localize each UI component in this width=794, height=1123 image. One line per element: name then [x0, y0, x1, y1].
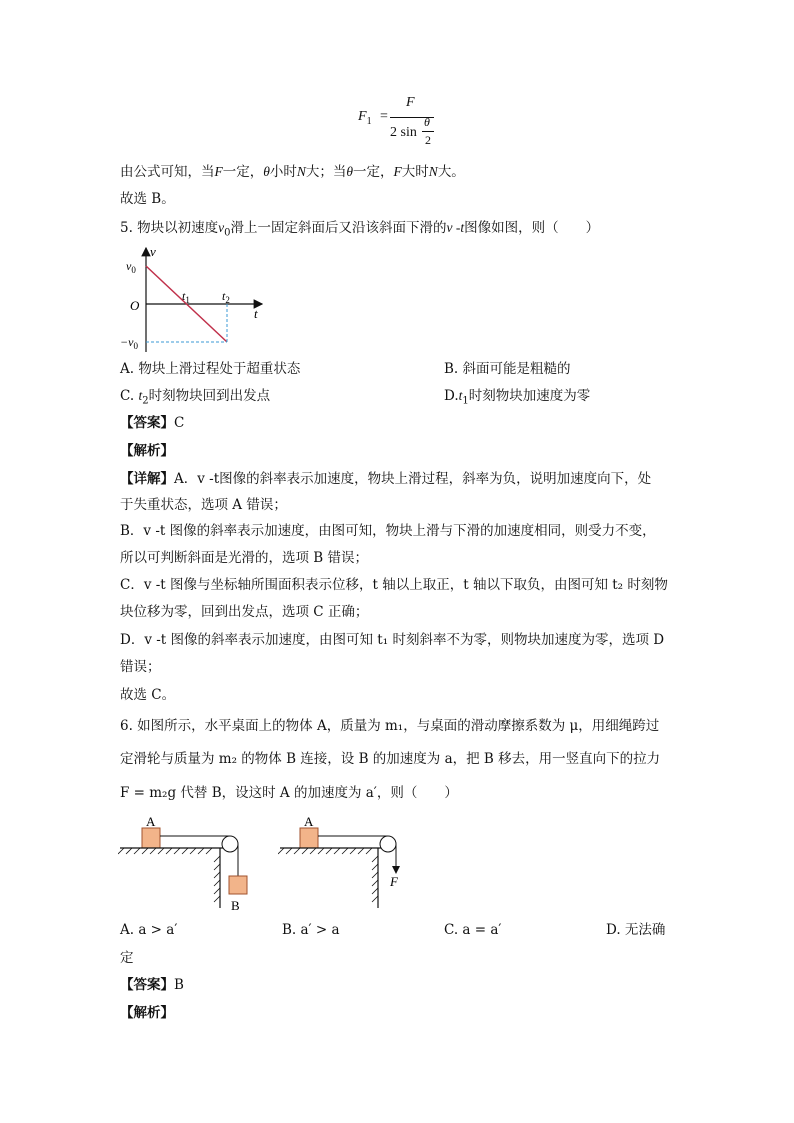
q6-option-c: C. a = a′ — [444, 922, 502, 938]
q5-detail-line-7: D．v -t 图像的斜率表示加速度，由图可知 t₁ 时刻斜率不为零，则物块加速度为零，选项 D — [120, 632, 665, 648]
t-axis-label: t — [254, 306, 258, 321]
q5-analysis-label: 【解析】 — [120, 443, 174, 459]
formula-two: 2 — [425, 133, 431, 147]
q5-detail-line-2: 于失重状态，选项 A 错误； — [120, 497, 287, 513]
formula-numerator: F — [406, 95, 415, 110]
formula-theta: θ — [424, 115, 430, 129]
q5-option-d: $D.t_1$时刻物块加速度为零 — [444, 388, 591, 407]
t1-label: $t_1$ — [182, 289, 190, 305]
v0-label: $v_0$ — [126, 259, 136, 275]
q5-detail-line-9: 故选 C。 — [120, 687, 176, 703]
q5-option-c: C. $t_2$时刻物块回到出发点 — [120, 388, 271, 407]
q5-answer: 【答案】C — [120, 415, 185, 431]
formula-eq: = — [380, 109, 388, 124]
q5-detail-line-8: 错误； — [120, 659, 161, 675]
origin-label: O — [130, 298, 140, 313]
q6-figure-2 — [278, 812, 408, 912]
q6-stem-1: 6. 如图所示，水平桌面上的物体 A，质量为 m₁，与桌面的滑动摩擦系数为 μ，用细绳跨过 — [120, 718, 660, 734]
pulley-1 — [222, 836, 238, 852]
block-a-1-label: A — [146, 814, 156, 829]
q5-option-a: A. 物块上滑过程处于超重状态 — [120, 361, 301, 377]
formula-f1 — [358, 95, 438, 155]
q6-option-d-wrap: 定 — [120, 950, 134, 966]
q5-detail-line-3: B．v -t 图像的斜率表示加速度，由图可知，物块上滑与下滑的加速度相同，则受力不变， — [120, 523, 656, 539]
q5-option-b: B. 斜面可能是粗糙的 — [444, 361, 571, 377]
q4-conclusion: 由公式可知，当F一定，θ小时N大；当θ一定，F大时N大。 — [120, 164, 465, 180]
block-b — [229, 876, 247, 894]
q5-detail-line-4: 所以可判断斜面是光滑的，选项 B 错误； — [120, 550, 369, 566]
block-a-1 — [142, 828, 160, 848]
force-label: F — [390, 874, 398, 889]
q6-stem-3: F = m₂g 代替 B，设这时 A 的加速度为 a′，则（ ） — [120, 785, 458, 801]
q6-option-a: A. a > a′ — [120, 922, 178, 938]
q6-stem-2: 定滑轮与质量为 m₂ 的物体 B 连接，设 B 的加速度为 a，把 B 移去，用一竖直向下的拉力 — [120, 751, 661, 767]
v-axis-label: v — [150, 244, 156, 259]
pulley-2 — [380, 836, 396, 852]
t2-label: $t_2$ — [222, 289, 230, 305]
vt-graph — [120, 244, 280, 354]
formula-lhs: $F_1$ — [358, 109, 372, 127]
block-b-label: B — [231, 898, 240, 912]
q5-stem: 5. 物块以初速度$v_0$滑上一固定斜面后又沿该斜面下滑的v -t图像如图，则（ ） — [120, 220, 600, 239]
q6-answer: 【答案】B — [120, 977, 184, 993]
block-a-2-label: A — [304, 814, 314, 829]
q6-figure-1 — [118, 812, 258, 912]
q5-detail-line-5: C．v -t 图像与坐标轴所围面积表示位移，t 轴以上取正，t 轴以下取负，由图可知 t₂ 时刻物 — [120, 577, 668, 593]
formula-denominator: 2 sin — [390, 125, 417, 140]
q4-choice: 故选 B。 — [120, 191, 175, 207]
q6-option-d: D. 无法确 — [606, 922, 666, 938]
neg-v0-label: $-v_0$ — [120, 335, 138, 351]
q6-analysis-label: 【解析】 — [120, 1005, 174, 1021]
block-a-2 — [300, 828, 318, 848]
q5-detail-line-6: 块位移为零，回到出发点，选项 C 正确； — [120, 604, 369, 620]
q5-detail-line-1: 【详解】A．v -t图像的斜率表示加速度，物块上滑过程，斜率为负，说明加速度向下，处 — [120, 471, 652, 487]
q6-option-b: B. a′ > a — [282, 922, 340, 938]
